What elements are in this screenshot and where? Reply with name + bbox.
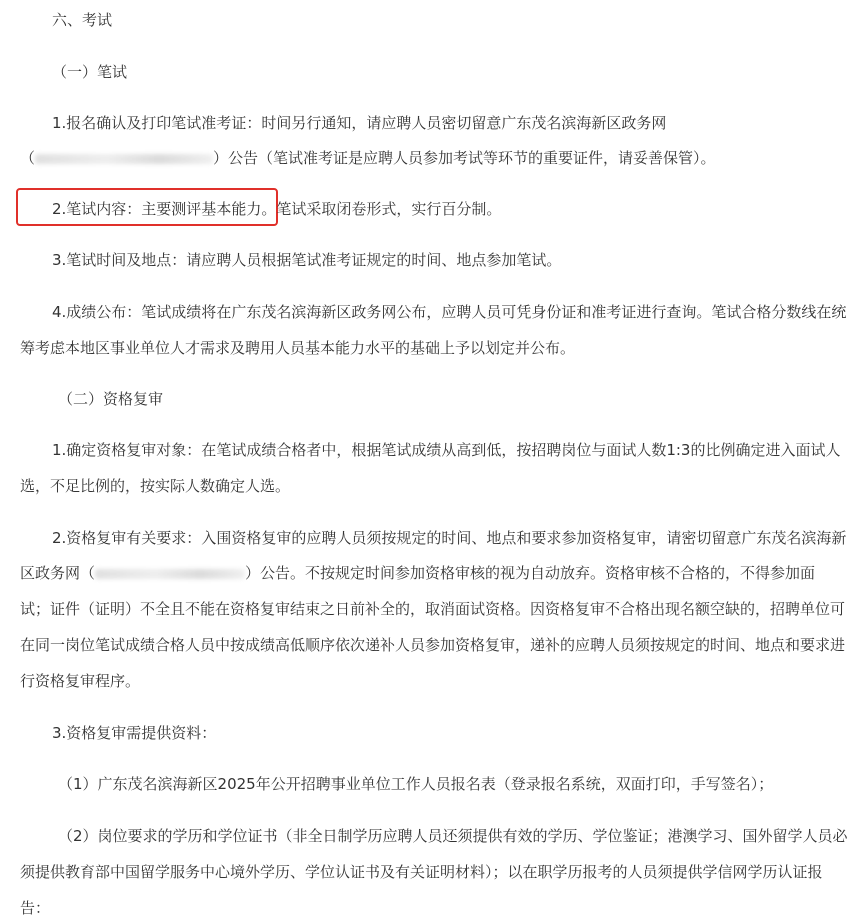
- para-1-line-1: 1.报名确认及打印笔试准考证：时间另行通知，请应聘人员密切留意广东茂名滨海新区政务网: [52, 114, 667, 132]
- review-3-item-2-line-1: （2）岗位要求的学历和学位证书（非全日制学历应聘人员还须提供有效的学历、学位鉴证；港澳学习、国外留学人员必: [58, 827, 848, 845]
- review-2-line-4: 在同一岗位笔试成绩合格人员中按成绩高低顺序依次递补人员参加资格复审，递补的应聘人员须按规定的时间、地点和要求进: [20, 636, 846, 654]
- review-1-line-1: 1.确定资格复审对象：在笔试成绩合格者中，根据笔试成绩从高到低，按招聘岗位与面试人数1:3的比例确定进入面试人: [52, 441, 841, 459]
- redacted-url: [35, 154, 213, 164]
- heading-exam: 六、考试: [52, 11, 113, 29]
- redacted-url-2: [95, 569, 245, 579]
- paren-open: （: [20, 149, 36, 167]
- para-4-line-2: 筹考虑本地区事业单位人才需求及聘用人员基本能力水平的基础上予以划定并公布。: [20, 339, 576, 357]
- review-1-line-2: 选，不足比例的，按实际人数确定人选。: [20, 477, 291, 495]
- review-2-line-1: 2.资格复审有关要求：入围资格复审的应聘人员须按规定的时间、地点和要求参加资格复审，请密切留意广东茂名滨海新: [52, 529, 847, 547]
- para-1-line-2: [20, 148, 716, 168]
- para-4-line-1: 4.成绩公布：笔试成绩将在广东茂名滨海新区政务网公布，应聘人员可凭身份证和准考证进行查询。笔试合格分数线在统: [52, 303, 847, 321]
- para-2-rest: 笔试采取闭卷形式，实行百分制。: [276, 200, 502, 218]
- review-2-line-5: 行资格复审程序。: [20, 672, 141, 690]
- heading-review: （二）资格复审: [58, 390, 164, 408]
- review-3-item-2-line-2: 须提供教育部中国留学服务中心境外学历、学位认证书及有关证明材料）；以在职学历报考的人员须提供学信网学历认证报: [20, 863, 823, 881]
- heading-written-exam: （一）笔试: [52, 63, 128, 81]
- para-3: 3.笔试时间及地点：请应聘人员根据笔试准考证规定的时间、地点参加笔试。: [52, 251, 562, 269]
- para-1-line-2-text: ）公告（笔试准考证是应聘人员参加考试等环节的重要证件，请妥善保管）。: [213, 149, 716, 167]
- review-2-line-3: 试；证件（证明）不全且不能在资格复审结束之日前补全的，取消面试资格。因资格复审不合格出现名额空缺的，招聘单位可: [20, 600, 846, 618]
- review-3: 3.资格复审需提供资料：: [52, 724, 217, 742]
- para-2-highlighted: 2.笔试内容：主要测评基本能力。: [52, 200, 277, 218]
- review-2-line-2-start: 区政务网（: [20, 564, 96, 582]
- review-2-line-2-end: ）公告。不按规定时间参加资格审核的视为自动放弃。资格审核不合格的，不得参加面: [245, 564, 816, 582]
- review-3-item-2-line-3: 告：: [20, 899, 51, 917]
- review-2-line-2: [20, 563, 815, 583]
- review-3-item-1: （1）广东茂名滨海新区2025年公开招聘事业单位工作人员报名表（登录报名系统，双面打印，手写签名）；: [58, 775, 774, 793]
- para-2: [52, 199, 501, 219]
